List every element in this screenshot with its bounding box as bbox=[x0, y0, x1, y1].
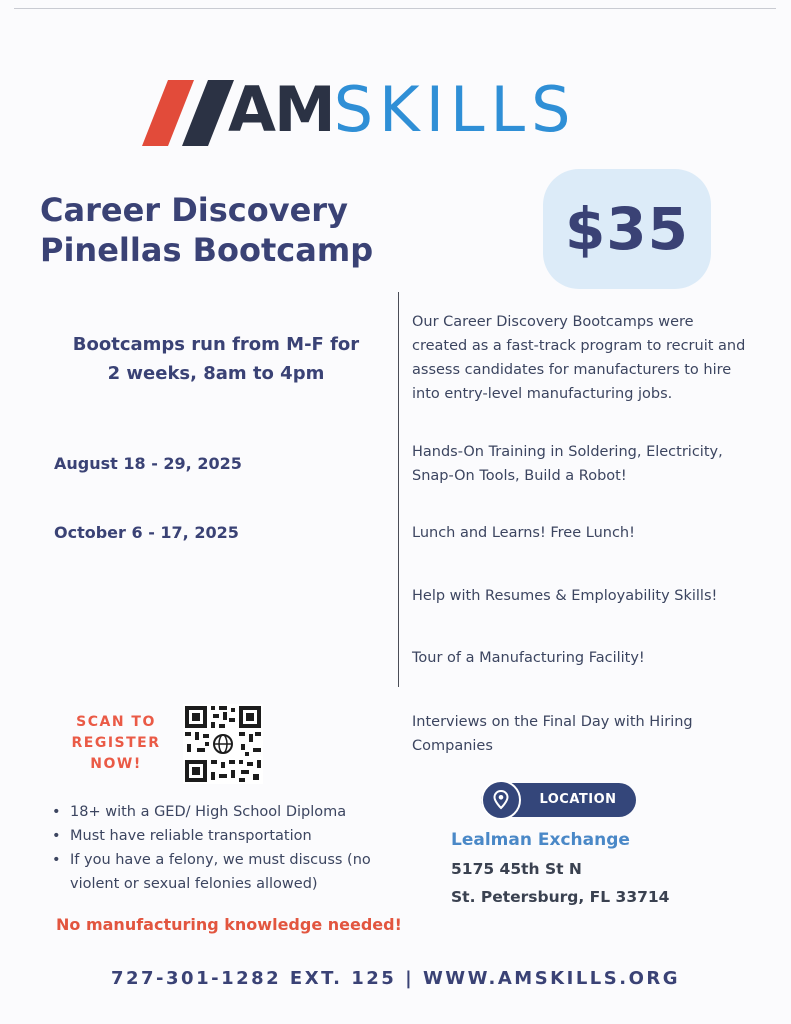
logo-am: AM bbox=[228, 73, 334, 146]
scan-line-1: SCAN TO bbox=[76, 714, 156, 730]
scan-edge-line bbox=[14, 8, 776, 9]
bullet-icon: • bbox=[52, 804, 61, 820]
feature-item-tour: Tour of a Manufacturing Facility! bbox=[412, 650, 645, 666]
bullet-icon: • bbox=[52, 828, 61, 844]
bullet-icon: • bbox=[52, 852, 61, 868]
logo-wordmark bbox=[228, 75, 576, 145]
intro-paragraph: Our Career Discovery Bootcamps were created as a fast-track program to recruit and assess candidates for manufacturers to hire into entry-level manufacturing jobs. bbox=[412, 314, 746, 402]
scan-to-register bbox=[70, 712, 162, 775]
column-divider bbox=[398, 292, 399, 687]
schedule-info bbox=[50, 330, 382, 388]
page-title bbox=[40, 190, 460, 270]
venue-name: Lealman Exchange bbox=[451, 830, 630, 850]
list-item: • 18+ with a GED/ High School Diploma bbox=[50, 800, 395, 824]
list-item: • Must have reliable transportation bbox=[50, 824, 395, 848]
price-badge bbox=[543, 169, 711, 289]
logo-skills: SKILLS bbox=[333, 73, 577, 146]
no-knowledge-note: No manufacturing knowledge needed! bbox=[56, 915, 402, 934]
feature-item-training: Hands-On Training in Soldering, Electricity, Snap-On Tools, Build a Robot! bbox=[412, 444, 723, 484]
title-line-2: Pinellas Bootcamp bbox=[40, 231, 374, 269]
requirements-list bbox=[50, 800, 395, 896]
feature-item-resumes: Help with Resumes & Employability Skills! bbox=[412, 588, 718, 604]
scan-line-2: REGISTER bbox=[71, 735, 161, 751]
location-label: LOCATION bbox=[539, 792, 617, 807]
address-street: 5175 45th St N bbox=[451, 860, 582, 878]
map-pin-icon bbox=[483, 782, 519, 818]
feature-item-interviews: Interviews on the Final Day with Hiring Companies bbox=[412, 714, 693, 754]
list-item: • If you have a felony, we must discuss (no violent or sexual felonies allowed) bbox=[50, 848, 395, 896]
location-icon-circle bbox=[481, 780, 521, 820]
feature-item-lunch: Lunch and Learns! Free Lunch! bbox=[412, 525, 635, 541]
schedule-line-2: 2 weeks, 8am to 4pm bbox=[107, 363, 325, 384]
contact-footer[interactable]: 727-301-1282 EXT. 125 | WWW.AMSKILLS.ORG bbox=[110, 968, 681, 989]
price-text: $35 bbox=[564, 195, 690, 263]
address-city: St. Petersburg, FL 33714 bbox=[451, 888, 670, 906]
qr-code-icon[interactable] bbox=[183, 704, 263, 784]
schedule-line-1: Bootcamps run from M-F for bbox=[72, 334, 360, 355]
scan-line-3: NOW! bbox=[90, 756, 142, 772]
session-date-2: October 6 - 17, 2025 bbox=[54, 523, 239, 542]
session-date-1: August 18 - 29, 2025 bbox=[54, 454, 242, 473]
title-line-1: Career Discovery bbox=[40, 191, 348, 229]
